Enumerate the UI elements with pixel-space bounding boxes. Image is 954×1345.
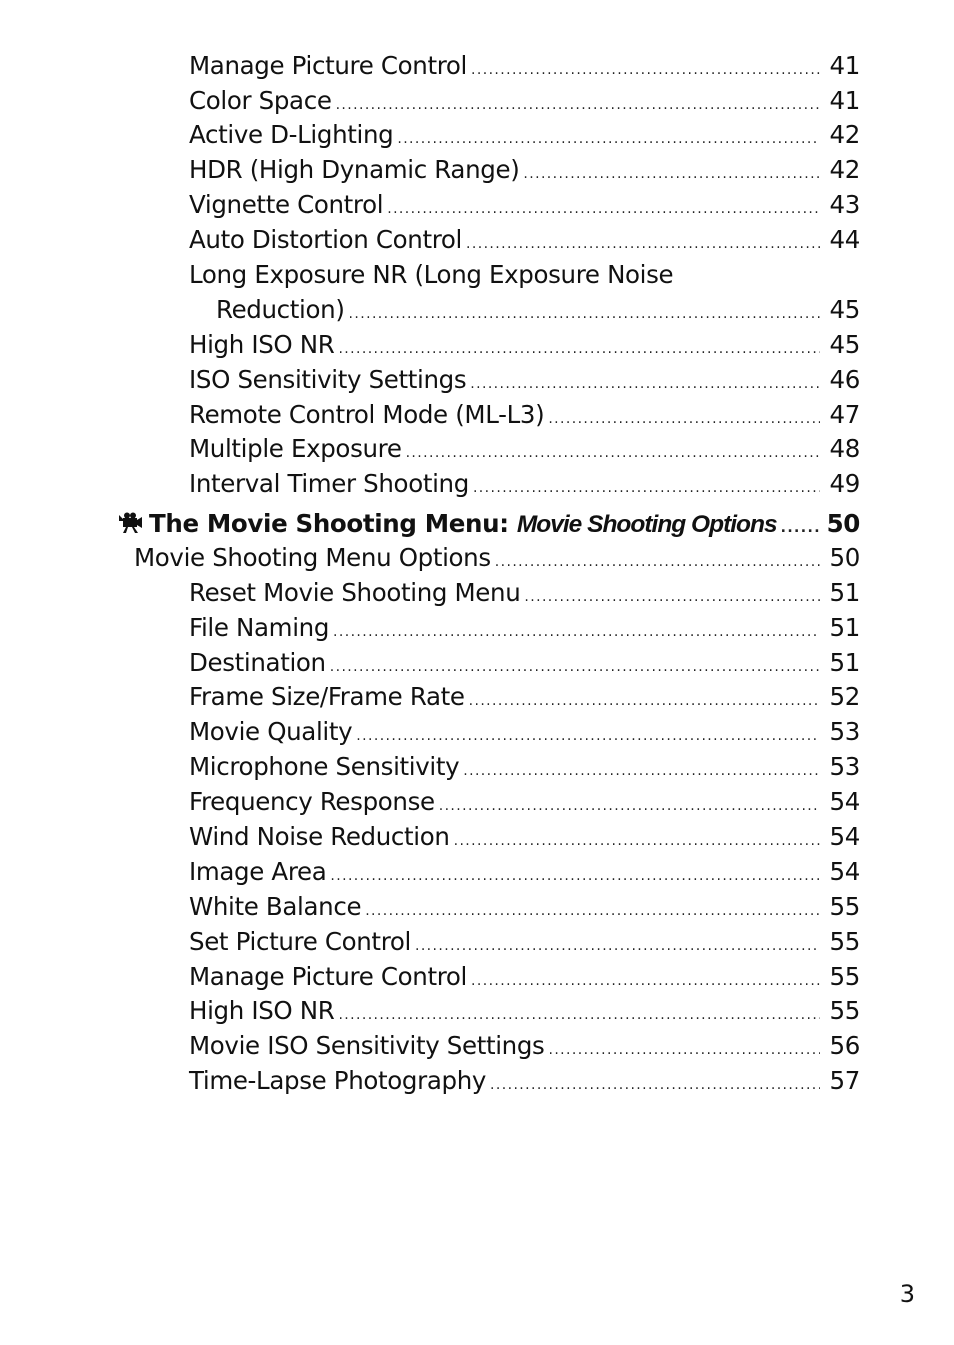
- toc-entry[interactable]: [189, 821, 860, 853]
- toc-entry[interactable]: [189, 329, 860, 361]
- dot-leader: [387, 193, 820, 225]
- toc-entry[interactable]: [189, 612, 860, 644]
- toc-entry-label: White Balance: [189, 892, 362, 921]
- page-number: 3: [899, 1280, 915, 1308]
- toc-entry-label: File Naming: [189, 613, 330, 642]
- toc-entry-label: Reset Movie Shooting Menu: [189, 578, 521, 607]
- dot-leader: [338, 999, 820, 1031]
- toc-entry-label: Image Area: [189, 857, 327, 886]
- dot-leader: [495, 546, 820, 578]
- toc-entry[interactable]: [189, 751, 860, 783]
- dot-leader: [473, 472, 820, 504]
- toc-entry-page: 42: [829, 155, 860, 184]
- toc-entry[interactable]: [189, 154, 860, 186]
- toc-entry[interactable]: [189, 399, 860, 431]
- dot-leader: [524, 581, 820, 613]
- toc-entry-label: Vignette Control: [189, 190, 384, 219]
- toc-section-heading[interactable]: [117, 508, 860, 540]
- toc-entry[interactable]: [189, 995, 860, 1027]
- toc-entry-label: Color Space: [189, 86, 332, 115]
- toc-entry[interactable]: [189, 1030, 860, 1062]
- toc-entry[interactable]: [189, 961, 860, 993]
- toc-entry-page: 55: [829, 892, 860, 921]
- toc-entry-page: 48: [829, 434, 860, 463]
- toc-subsection[interactable]: [134, 542, 860, 574]
- dot-leader: [471, 54, 820, 86]
- toc-entry-label: Auto Distortion Control: [189, 225, 463, 254]
- toc-entry-page: 42: [829, 120, 860, 149]
- dot-leader: [469, 685, 820, 717]
- toc-entry-page: 54: [829, 822, 860, 851]
- dot-leader: [439, 790, 820, 822]
- toc-entry-page: 49: [829, 469, 860, 498]
- toc-entry[interactable]: [216, 294, 860, 326]
- dot-leader: [463, 755, 820, 787]
- toc-entry-label: Frequency Response: [189, 787, 435, 816]
- toc-entry[interactable]: [189, 716, 860, 748]
- toc-entry-page: 51: [829, 648, 860, 677]
- toc-entry-page: 50: [826, 509, 860, 538]
- dot-leader: [406, 437, 820, 469]
- dot-leader: [415, 930, 820, 962]
- toc-entry-page: 47: [829, 400, 860, 429]
- toc-entry-label: ISO Sensitivity Settings: [189, 365, 467, 394]
- toc-entry[interactable]: [189, 364, 860, 396]
- dot-leader: [336, 89, 820, 121]
- dot-leader: [454, 825, 820, 857]
- toc-entry[interactable]: [189, 1065, 860, 1097]
- toc-entry[interactable]: [189, 926, 860, 958]
- dot-leader: [466, 228, 820, 260]
- toc-entry-page: 53: [829, 752, 860, 781]
- toc-entry-label: HDR (High Dynamic Range): [189, 155, 520, 184]
- toc-entry-label: Remote Control Mode (ML-L3): [189, 400, 545, 429]
- toc-entry-page: 51: [829, 578, 860, 607]
- toc-entry-page: 54: [829, 857, 860, 886]
- toc-entry-label: Destination: [189, 648, 326, 677]
- toc-entry-label: Movie Quality: [189, 717, 353, 746]
- toc-entry-label: Reduction): [216, 295, 345, 324]
- toc-entry-label: Frame Size/Frame Rate: [189, 682, 465, 711]
- dot-leader: [330, 651, 820, 683]
- toc-entry-label: Movie Shooting Menu Options: [134, 543, 491, 572]
- toc-entry-page: 41: [829, 86, 860, 115]
- toc-entry-label: Multiple Exposure: [189, 434, 402, 463]
- toc-entry-page: 50: [829, 543, 860, 572]
- toc-entry-page: 53: [829, 717, 860, 746]
- toc-entry-label: Active D-Lighting: [189, 120, 394, 149]
- dot-leader: [490, 1069, 820, 1101]
- dot-leader: [333, 616, 820, 648]
- toc-entry[interactable]: [189, 577, 860, 609]
- dot-leader: [548, 403, 820, 435]
- dot-leader: [470, 368, 820, 400]
- toc-entry-page: 51: [829, 613, 860, 642]
- dot-leader: [330, 860, 820, 892]
- toc-entry-page: 55: [829, 927, 860, 956]
- dot-leader: [397, 123, 820, 155]
- toc-entry[interactable]: [189, 433, 860, 465]
- movie-camera-icon: [117, 512, 143, 534]
- toc-entry[interactable]: [189, 224, 860, 256]
- dot-leader: [523, 158, 820, 190]
- toc-entry[interactable]: [189, 119, 860, 151]
- toc-entry-label: Movie ISO Sensitivity Settings: [189, 1031, 545, 1060]
- toc-entry[interactable]: [189, 647, 860, 679]
- dot-leader: [471, 965, 820, 997]
- toc-entry-page: 56: [829, 1031, 860, 1060]
- toc-entry-page: 55: [829, 996, 860, 1025]
- toc-entry-label: High ISO NR: [189, 330, 335, 359]
- toc-entry-label: Long Exposure NR (Long Exposure Noise: [189, 260, 674, 289]
- toc-entry[interactable]: [189, 681, 860, 713]
- section-heading-label: [117, 508, 777, 541]
- toc-entry-label: Microphone Sensitivity: [189, 752, 460, 781]
- section-title: The Movie Shooting Menu:: [149, 509, 509, 538]
- dot-leader: [781, 512, 820, 544]
- toc-entry[interactable]: [189, 189, 860, 221]
- toc-entry-label: Manage Picture Control: [189, 51, 468, 80]
- toc-entry-page: 44: [829, 225, 860, 254]
- toc-entry-page: 45: [829, 295, 860, 324]
- dot-leader: [349, 298, 820, 330]
- toc-entry[interactable]: [189, 786, 860, 818]
- dot-leader: [365, 895, 820, 927]
- toc-entry-first-line[interactable]: [189, 259, 673, 291]
- dot-leader: [356, 720, 820, 752]
- toc-entry[interactable]: [189, 468, 860, 500]
- toc-entry-page: 57: [829, 1066, 860, 1095]
- toc-entry-page: 52: [829, 682, 860, 711]
- toc-entry-page: 55: [829, 962, 860, 991]
- dot-leader: [338, 333, 820, 365]
- toc-entry-label: Manage Picture Control: [189, 962, 468, 991]
- section-subtitle: Movie Shooting Options: [516, 511, 777, 538]
- toc-entry[interactable]: [189, 85, 860, 117]
- toc-entry[interactable]: [189, 50, 860, 82]
- toc-entry-label: Interval Timer Shooting: [189, 469, 469, 498]
- toc-entry-page: 43: [829, 190, 860, 219]
- toc-entry[interactable]: [189, 856, 860, 888]
- toc-entry-page: 45: [829, 330, 860, 359]
- toc-entry-label: Wind Noise Reduction: [189, 822, 450, 851]
- toc-entry-page: 41: [829, 51, 860, 80]
- toc-entry[interactable]: [189, 891, 860, 923]
- toc-entry-label: High ISO NR: [189, 996, 335, 1025]
- toc-entry-label: Time-Lapse Photography: [189, 1066, 487, 1095]
- toc-entry-page: 54: [829, 787, 860, 816]
- toc-entry-page: 46: [829, 365, 860, 394]
- toc-entry-label: Set Picture Control: [189, 927, 411, 956]
- dot-leader: [548, 1034, 820, 1066]
